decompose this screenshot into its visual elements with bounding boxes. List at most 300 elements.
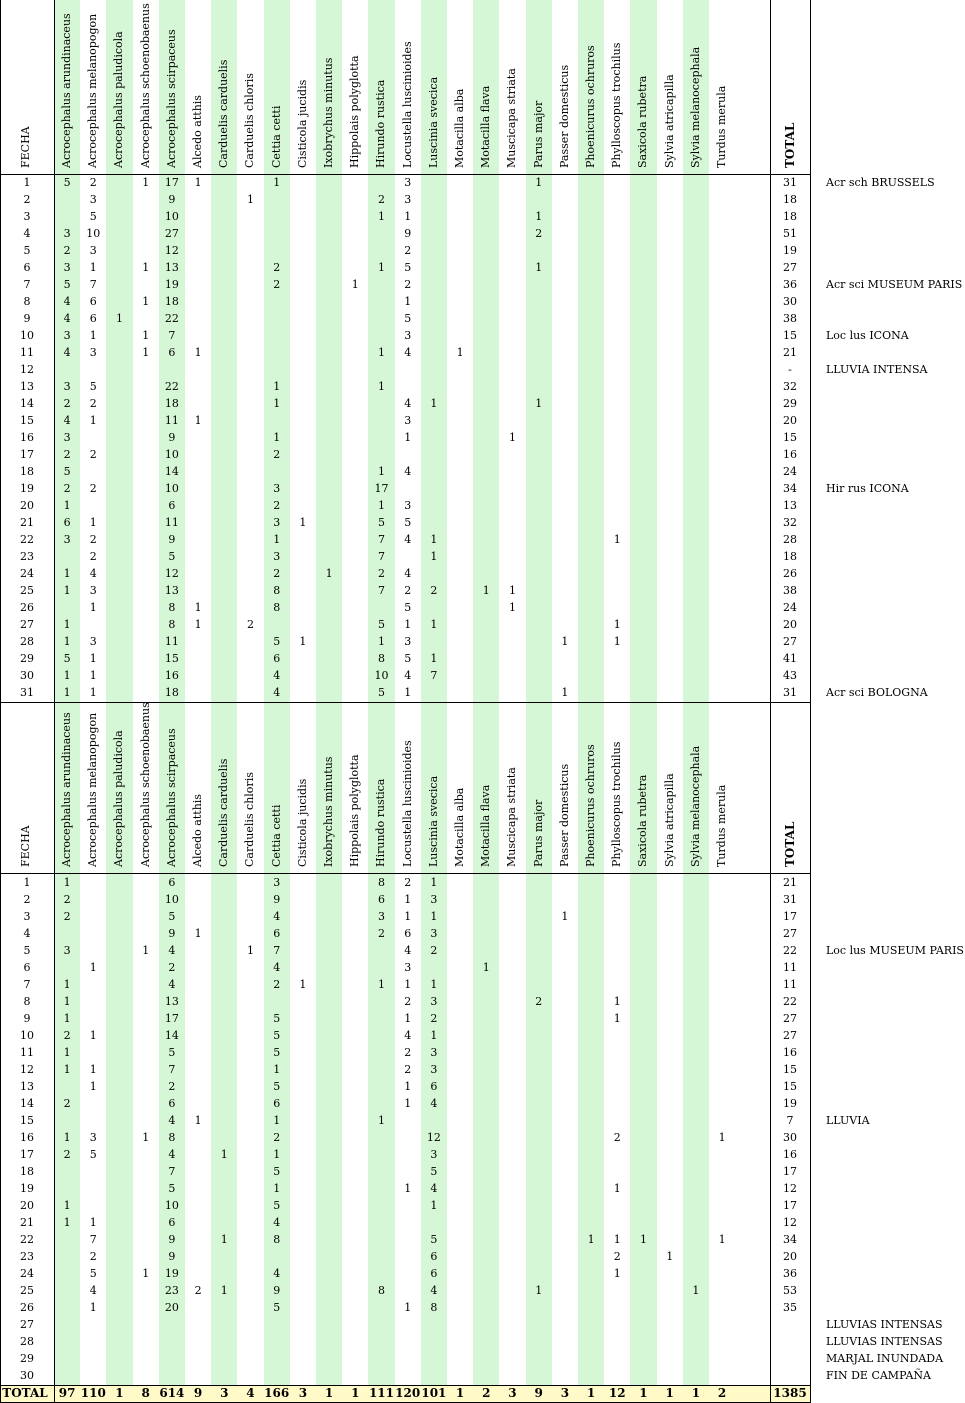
- count-cell: 3: [404, 635, 412, 648]
- total-row-value: 1: [455, 1386, 465, 1400]
- count-cell: 9: [273, 893, 281, 906]
- day-number: 17: [20, 448, 34, 461]
- count-cell: 11: [164, 414, 179, 427]
- count-cell: 2: [89, 550, 97, 563]
- count-cell: 3: [63, 227, 71, 240]
- count-cell: 2: [63, 893, 71, 906]
- count-cell: 4: [168, 1148, 176, 1161]
- row-total: 19: [783, 244, 797, 257]
- count-cell: 1: [377, 210, 385, 223]
- count-cell: 3: [89, 193, 97, 206]
- count-cell: 2: [168, 961, 176, 974]
- species-header: Muscicapa striata: [505, 767, 519, 867]
- count-cell: 2: [430, 1012, 438, 1025]
- count-cell: 8: [168, 601, 176, 614]
- count-cell: 6: [273, 652, 281, 665]
- count-cell: 1: [220, 1148, 228, 1161]
- count-cell: 6: [168, 346, 176, 359]
- day-number: 24: [20, 567, 34, 580]
- day-number: 3: [23, 210, 31, 223]
- row-note: Acr sci BOLOGNA: [826, 686, 928, 699]
- total-row-value: 3: [560, 1386, 570, 1400]
- count-cell: 2: [63, 448, 71, 461]
- row-total: 31: [783, 893, 797, 906]
- species-header: Sylvia melanocephala: [688, 46, 702, 168]
- count-cell: 7: [377, 550, 385, 563]
- count-cell: 1: [430, 533, 438, 546]
- row-total: 41: [783, 652, 797, 665]
- row-total: 43: [783, 669, 797, 682]
- count-cell: 6: [168, 1216, 176, 1229]
- count-cell: 1: [325, 567, 333, 580]
- count-cell: 4: [404, 567, 412, 580]
- count-cell: 9: [404, 227, 412, 240]
- count-cell: 7: [168, 329, 176, 342]
- species-header: Acrocephalus scirpaceus: [164, 29, 178, 168]
- day-number: 21: [20, 516, 34, 529]
- count-cell: 1: [63, 876, 71, 889]
- species-header: Locustella luscinioides: [400, 740, 414, 867]
- row-total: 17: [783, 910, 797, 923]
- count-cell: 5: [404, 312, 412, 325]
- day-number: 24: [20, 1267, 34, 1280]
- count-cell: 7: [168, 1165, 176, 1178]
- count-cell: 8: [168, 618, 176, 631]
- row-total: 12: [783, 1216, 797, 1229]
- count-cell: 6: [273, 1097, 281, 1110]
- row-total: 31: [783, 686, 797, 699]
- species-header: Carduelis chloris: [243, 73, 257, 168]
- species-header: Turdus merula: [715, 784, 728, 867]
- total-row-value: 1: [639, 1386, 648, 1400]
- count-cell: 6: [89, 312, 97, 325]
- count-cell: 3: [430, 995, 438, 1008]
- count-cell: 5: [89, 210, 97, 223]
- count-cell: 1: [508, 584, 516, 597]
- count-cell: 18: [164, 295, 179, 308]
- species-header: Ixobrychus minutus: [322, 756, 335, 867]
- species-header: Acrocephalus paludicola: [112, 31, 126, 168]
- count-cell: 1: [63, 499, 71, 512]
- species-header: Acrocephalus arundinaceus: [60, 712, 73, 867]
- count-cell: 5: [273, 1080, 281, 1093]
- count-cell: 4: [404, 1029, 412, 1042]
- count-cell: 2: [273, 278, 281, 291]
- count-cell: 1: [63, 618, 71, 631]
- count-cell: 1: [718, 1233, 726, 1246]
- count-cell: 2: [404, 244, 412, 257]
- count-cell: 1: [89, 686, 97, 699]
- count-cell: 1: [508, 601, 516, 614]
- count-cell: 1: [142, 261, 150, 274]
- count-cell: 2: [377, 193, 385, 206]
- count-cell: 27: [164, 227, 179, 240]
- count-cell: 4: [404, 346, 412, 359]
- count-cell: 10: [164, 210, 179, 223]
- count-cell: 4: [430, 1284, 438, 1297]
- count-cell: 1: [89, 1063, 97, 1076]
- total-row-value: 9: [534, 1386, 543, 1400]
- total-row-value: 110: [80, 1386, 106, 1400]
- day-number: 22: [20, 533, 34, 546]
- count-cell: 8: [168, 1131, 176, 1144]
- count-cell: 2: [246, 618, 254, 631]
- count-cell: 3: [430, 893, 438, 906]
- day-number: 27: [20, 1318, 34, 1331]
- count-cell: 4: [404, 465, 412, 478]
- count-cell: 7: [273, 944, 281, 957]
- day-number: 23: [20, 1250, 34, 1263]
- row-note: Acr sch BRUSSELS: [826, 176, 935, 189]
- day-number: 21: [20, 1216, 34, 1229]
- count-cell: 4: [273, 1267, 281, 1280]
- day-number: 12: [20, 363, 34, 376]
- row-total: 36: [783, 278, 797, 291]
- count-cell: 6: [273, 927, 281, 940]
- count-cell: 5: [430, 1233, 438, 1246]
- count-cell: 12: [426, 1131, 441, 1144]
- count-cell: 6: [430, 1250, 438, 1263]
- count-cell: 12: [164, 567, 179, 580]
- count-cell: 1: [299, 516, 307, 529]
- count-cell: 5: [168, 1182, 176, 1195]
- species-header: Carduelis carduelis: [217, 59, 231, 168]
- count-cell: 1: [89, 516, 97, 529]
- day-number: 23: [20, 550, 34, 563]
- day-number: 16: [20, 1131, 34, 1144]
- row-total: 15: [783, 329, 797, 342]
- count-cell: 1: [63, 1199, 71, 1212]
- day-number: 25: [20, 1284, 34, 1297]
- count-cell: 1: [587, 1233, 595, 1246]
- day-number: 14: [20, 1097, 34, 1110]
- count-cell: 1: [63, 669, 71, 682]
- count-cell: 1: [351, 278, 359, 291]
- species-header: Cisticola jucidis: [295, 79, 309, 168]
- row-note: Loc lus ICONA: [826, 329, 909, 342]
- count-cell: 6: [430, 1080, 438, 1093]
- count-cell: 4: [89, 567, 97, 580]
- total-header: TOTAL: [783, 821, 797, 867]
- species-header: Hippolais polyglotta: [348, 55, 362, 168]
- row-total: 34: [783, 482, 797, 495]
- count-cell: 3: [273, 876, 281, 889]
- species-header: Cettia cetti: [269, 804, 283, 867]
- total-row-value: 1: [324, 1386, 334, 1400]
- count-cell: 2: [194, 1284, 202, 1297]
- total-row-value: 2: [717, 1386, 727, 1400]
- count-cell: 6: [377, 893, 385, 906]
- count-cell: 2: [430, 944, 438, 957]
- count-cell: 4: [404, 944, 412, 957]
- row-total: 18: [783, 193, 797, 206]
- count-cell: 1: [430, 397, 438, 410]
- count-cell: 1: [63, 1012, 71, 1025]
- count-cell: 4: [404, 397, 412, 410]
- day-number: 5: [23, 244, 31, 257]
- count-cell: 1: [273, 397, 281, 410]
- count-cell: 17: [374, 482, 389, 495]
- count-cell: 1: [142, 944, 150, 957]
- count-cell: 2: [404, 278, 412, 291]
- count-cell: 6: [89, 295, 97, 308]
- count-cell: 9: [168, 193, 176, 206]
- day-number: 13: [20, 1080, 34, 1093]
- count-cell: 1: [639, 1233, 647, 1246]
- count-cell: 1: [89, 261, 97, 274]
- count-cell: 2: [273, 448, 281, 461]
- count-cell: 1: [63, 1063, 71, 1076]
- total-row-value: 1: [586, 1386, 596, 1400]
- row-total: 17: [783, 1199, 797, 1212]
- row-total: 26: [783, 567, 797, 580]
- count-cell: 6: [430, 1267, 438, 1280]
- count-cell: 1: [194, 618, 202, 631]
- count-cell: 4: [273, 669, 281, 682]
- count-cell: 4: [168, 1114, 176, 1127]
- count-cell: 8: [273, 584, 281, 597]
- count-cell: 1: [561, 635, 569, 648]
- total-header: TOTAL: [783, 122, 797, 168]
- day-number: 16: [20, 431, 34, 444]
- count-cell: 3: [404, 961, 412, 974]
- count-cell: 10: [86, 227, 101, 240]
- count-cell: 1: [404, 295, 412, 308]
- row-total: 22: [783, 944, 797, 957]
- count-cell: 7: [377, 584, 385, 597]
- total-row-value: 9: [193, 1386, 203, 1400]
- row-total: 32: [783, 516, 797, 529]
- count-cell: 14: [164, 465, 179, 478]
- row-total: 15: [783, 1063, 797, 1076]
- count-cell: 2: [377, 567, 385, 580]
- species-header: Acrocephalus schoenobaenus: [138, 3, 152, 168]
- total-row-value: 3: [298, 1386, 308, 1400]
- count-cell: 8: [377, 1284, 385, 1297]
- row-total: 51: [783, 227, 797, 240]
- count-cell: 3: [404, 499, 412, 512]
- total-row-value: 3: [508, 1386, 517, 1400]
- count-cell: 6: [168, 1097, 176, 1110]
- day-number: 11: [20, 346, 34, 359]
- count-cell: 4: [273, 910, 281, 923]
- row-total: 16: [783, 1046, 797, 1059]
- count-cell: 1: [456, 346, 464, 359]
- total-row-value: 166: [264, 1386, 290, 1400]
- row-total: 18: [783, 550, 797, 563]
- count-cell: 1: [404, 1080, 412, 1093]
- row-total: 16: [783, 448, 797, 461]
- species-header: Motacilla flava: [479, 784, 493, 867]
- count-cell: 1: [89, 1029, 97, 1042]
- species-header: Acrocephalus scirpaceus: [164, 728, 178, 867]
- count-cell: 3: [89, 244, 97, 257]
- count-cell: 6: [168, 876, 176, 889]
- count-cell: 1: [63, 567, 71, 580]
- count-cell: 1: [666, 1250, 674, 1263]
- count-cell: 5: [89, 380, 97, 393]
- count-cell: 1: [377, 261, 385, 274]
- count-cell: 5: [377, 686, 385, 699]
- count-cell: 1: [63, 1216, 71, 1229]
- count-cell: 1: [430, 1199, 438, 1212]
- count-cell: 4: [430, 1097, 438, 1110]
- row-total: 20: [783, 618, 797, 631]
- row-total: 21: [783, 876, 797, 889]
- count-cell: 4: [63, 414, 71, 427]
- row-total: 38: [783, 312, 797, 325]
- count-cell: 1: [142, 329, 150, 342]
- count-cell: 14: [164, 1029, 179, 1042]
- day-number: 10: [20, 329, 34, 342]
- row-total: 30: [783, 295, 797, 308]
- day-number: 29: [20, 1352, 34, 1365]
- count-cell: 2: [89, 176, 97, 189]
- species-header: Saxicola rubetra: [636, 774, 650, 867]
- count-cell: 12: [164, 244, 179, 257]
- count-cell: 1: [377, 346, 385, 359]
- count-cell: 3: [430, 927, 438, 940]
- species-header: Parus major: [531, 100, 545, 168]
- count-cell: 19: [164, 278, 179, 291]
- count-cell: 5: [63, 465, 71, 478]
- total-row-value: 614: [159, 1386, 185, 1400]
- day-number: 1: [23, 876, 31, 889]
- count-cell: 3: [273, 550, 281, 563]
- count-cell: 1: [194, 346, 202, 359]
- count-cell: 3: [63, 533, 71, 546]
- row-note: Hir rus ICONA: [826, 482, 909, 495]
- species-header: Acrocephalus melanopogon: [86, 712, 100, 867]
- count-cell: 1: [430, 978, 438, 991]
- count-cell: 2: [168, 1080, 176, 1093]
- count-cell: 1: [377, 1114, 385, 1127]
- species-header: Sylvia melanocephala: [688, 745, 702, 867]
- count-cell: 5: [63, 652, 71, 665]
- row-total: 20: [783, 414, 797, 427]
- row-total: [770, 1333, 810, 1350]
- count-cell: 1: [220, 1233, 228, 1246]
- count-cell: 6: [404, 927, 412, 940]
- grid-vline: [810, 0, 811, 1403]
- count-cell: 2: [89, 397, 97, 410]
- day-number: 30: [20, 1369, 34, 1382]
- count-cell: 5: [168, 550, 176, 563]
- count-cell: 2: [430, 584, 438, 597]
- count-cell: 8: [377, 652, 385, 665]
- species-header: Phylloscopus trochilus: [610, 42, 624, 168]
- day-number: 19: [20, 1182, 34, 1195]
- row-total: 15: [783, 431, 797, 444]
- fecha-header: FECHA: [19, 825, 32, 867]
- count-cell: 10: [164, 893, 179, 906]
- count-cell: 1: [482, 584, 490, 597]
- count-cell: 13: [164, 995, 179, 1008]
- species-header: Hirundo rustica: [374, 778, 388, 867]
- day-number: 10: [20, 1029, 34, 1042]
- day-number: 18: [20, 1165, 34, 1178]
- count-cell: 2: [89, 482, 97, 495]
- count-cell: 1: [404, 1097, 412, 1110]
- count-cell: 9: [168, 1250, 176, 1263]
- count-cell: 5: [273, 1165, 281, 1178]
- count-cell: 1: [63, 635, 71, 648]
- total-row-value: 1: [351, 1386, 360, 1400]
- day-number: 8: [23, 995, 31, 1008]
- day-number: 12: [20, 1063, 34, 1076]
- count-cell: 3: [63, 431, 71, 444]
- count-cell: 3: [89, 584, 97, 597]
- count-cell: 5: [273, 1301, 281, 1314]
- count-cell: 4: [404, 533, 412, 546]
- count-cell: 4: [273, 686, 281, 699]
- count-cell: 4: [430, 1182, 438, 1195]
- row-total: 27: [783, 635, 797, 648]
- count-cell: 2: [404, 876, 412, 889]
- count-cell: 1: [63, 584, 71, 597]
- count-cell: 1: [561, 686, 569, 699]
- count-cell: 13: [164, 584, 179, 597]
- count-cell: 1: [63, 995, 71, 1008]
- count-cell: 4: [168, 978, 176, 991]
- species-header: Acrocephalus arundinaceus: [60, 13, 73, 168]
- row-total: 15: [783, 1080, 797, 1093]
- row-total: 21: [783, 346, 797, 359]
- count-cell: 8: [377, 876, 385, 889]
- count-cell: 2: [535, 995, 543, 1008]
- row-total: 31: [783, 176, 797, 189]
- count-cell: 1: [89, 414, 97, 427]
- count-cell: 3: [404, 176, 412, 189]
- row-total: 27: [783, 927, 797, 940]
- count-cell: 5: [404, 261, 412, 274]
- day-number: 6: [23, 261, 31, 274]
- count-cell: 2: [404, 1063, 412, 1076]
- count-cell: 1: [142, 295, 150, 308]
- species-header: Phylloscopus trochilus: [610, 741, 624, 867]
- count-cell: 1: [89, 1080, 97, 1093]
- count-cell: 1: [430, 910, 438, 923]
- count-cell: 1: [273, 1063, 281, 1076]
- day-number: 11: [20, 1046, 34, 1059]
- count-cell: 3: [273, 516, 281, 529]
- count-cell: 3: [377, 910, 385, 923]
- row-total: 32: [783, 380, 797, 393]
- count-cell: 5: [273, 1199, 281, 1212]
- count-cell: 1: [246, 193, 254, 206]
- count-cell: 1: [194, 176, 202, 189]
- count-cell: 1: [89, 601, 97, 614]
- count-cell: 18: [164, 686, 179, 699]
- count-cell: 1: [63, 978, 71, 991]
- row-note: LLUVIA: [826, 1114, 870, 1127]
- species-header: Motacilla alba: [453, 88, 466, 168]
- species-header: Ixobrychus minutus: [322, 57, 335, 168]
- count-cell: 3: [63, 329, 71, 342]
- count-cell: 1: [430, 876, 438, 889]
- grand-total: 1385: [773, 1386, 807, 1400]
- count-cell: 8: [273, 601, 281, 614]
- species-header: Acrocephalus paludicola: [112, 730, 126, 867]
- count-cell: 1: [63, 686, 71, 699]
- count-cell: 5: [404, 652, 412, 665]
- count-cell: 1: [404, 1301, 412, 1314]
- count-cell: 4: [168, 944, 176, 957]
- count-cell: 9: [168, 431, 176, 444]
- count-cell: 5: [168, 910, 176, 923]
- count-cell: 1: [404, 618, 412, 631]
- count-cell: 2: [404, 1046, 412, 1059]
